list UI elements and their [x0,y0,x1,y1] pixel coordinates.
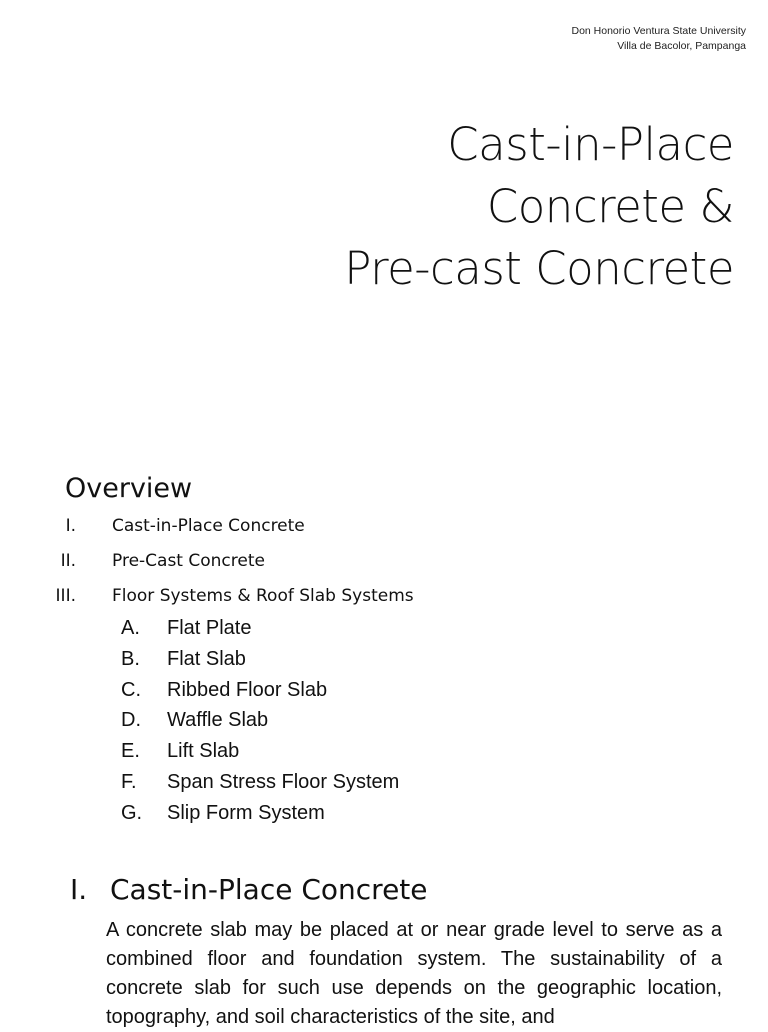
document-header [571,24,746,54]
overview-item [0,512,768,547]
title-line: Concrete & [486,180,734,233]
sublist-item [0,737,768,768]
overview-heading: Overview [65,473,193,504]
sublist-item-letter: F. [121,770,137,793]
overview-item-label: Pre-Cast Concrete [112,551,265,571]
overview-item-number: III. [55,586,76,606]
section-number: I. [70,873,88,906]
sublist-item-label: Span Stress Floor System [167,770,400,793]
overview-item-number: I. [65,516,76,536]
overview-item [0,582,768,617]
title-line: Cast-in-Place [447,118,734,171]
document-title [344,114,734,300]
sublist-item [0,645,768,676]
sublist-item-letter: G. [121,801,143,824]
sublist-item-label: Waffle Slab [167,709,269,732]
sublist-item-letter: E. [121,740,140,763]
institution-location: Villa de Bacolor, Pampanga [617,40,746,52]
sublist-item-label: Flat Slab [167,647,246,670]
sublist-item [0,706,768,737]
overview-item-number: II. [60,551,76,571]
title-line: Pre-cast Concrete [344,242,734,295]
sublist-item-letter: D. [121,709,141,732]
section-heading [70,870,428,910]
sublist-item-label: Flat Plate [167,617,252,639]
institution-name: Don Honorio Ventura State University [571,25,746,37]
overview-list [0,512,768,617]
sublist-item-letter: A. [121,617,140,639]
sublist-item [0,614,768,645]
sublist-item [0,676,768,707]
section-body-text: A concrete slab may be placed at or near grade level to serve as a combined floor and foundation system. The sustainability of a concrete slab for such use depends on the geographic location, topography, and soil characteristics of the site, and [106,919,722,1028]
sublist-item [0,799,768,830]
sublist-item-label: Slip Form System [167,801,325,824]
section-title: Cast-in-Place Concrete [110,873,428,906]
floor-systems-sublist [0,614,768,830]
sublist-item-letter: C. [121,678,141,701]
overview-item-label: Cast-in-Place Concrete [112,516,305,536]
sublist-item-label: Lift Slab [167,740,240,763]
sublist-item [0,768,768,799]
sublist-item-label: Ribbed Floor Slab [167,678,328,701]
overview-item-label: Floor Systems & Roof Slab Systems [112,586,414,606]
sublist-item-letter: B. [121,647,140,670]
overview-item [0,547,768,582]
